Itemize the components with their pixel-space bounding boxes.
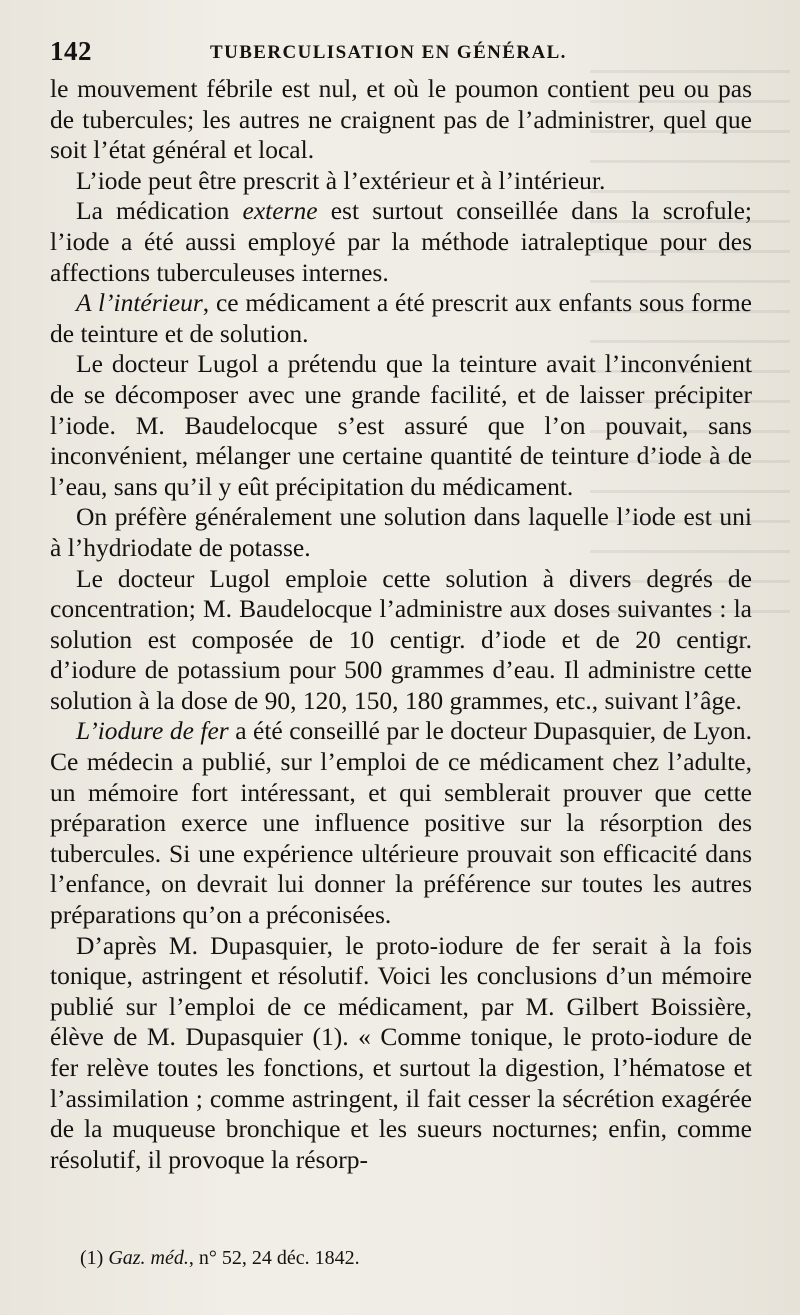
running-head: TUBERCULISATION EN GÉNÉRAL.	[210, 42, 567, 63]
paragraph-3	[50, 196, 752, 288]
paragraph-2: L’iode peut être prescrit à l’extérieur et à l’intérieur.	[76, 165, 606, 195]
footnote-source: Gaz. méd.	[108, 1247, 189, 1269]
p8-text-end: a été conseillé par le docteur Dupasquier, de Lyon. Ce médecin a publié, sur l’emploi de ce médicament chez l’adulte, un mémoire fort intéressant, et qui semblerait prouver que cette préparation exerce une influence positive sur la résorption des tubercules. Si une expérience ultérieure prouvait son efficacité dans l’enfance, on devrait lui donner la préférence sur toutes les autres préparations qu’on a préconisées.	[50, 716, 752, 930]
paragraph-9: D’après M. Dupasquier, le proto-iodure de fer serait à la fois tonique, astringent et résolutif. Voici les conclusions d’un mémoire publié sur l’emploi de ce médicament, par M. Gilbert Boissière, élève de M. Dupasquier (1). « Comme tonique, le proto-iodure de fer relève toutes les fonctions, et surtout la digestion, l’hématose et l’assimilation ; comme astringent, il fait cesser la sécrétion exagérée de la muqueuse bronchique et les sueurs nocturnes; enfin, comme résolutif, il provoque la résorp-	[50, 930, 752, 1174]
p3-text-start: La médication	[76, 196, 243, 226]
paragraph-6: On préfère généralement une solution dans laquelle l’iode est uni à l’hydriodate de potasse.	[50, 502, 752, 562]
page-number: 142	[50, 36, 92, 66]
footnote-marker: (1)	[80, 1247, 104, 1269]
paragraph-4	[50, 288, 752, 349]
paragraph-8	[50, 716, 752, 930]
footnote-rule	[50, 1237, 120, 1238]
p4-text-end: , ce médicament a été prescrit aux enfants sous forme de teinture et de solution.	[50, 288, 753, 348]
page-header	[50, 36, 750, 70]
p8-emphasis: L’iodure de fer	[76, 716, 229, 746]
p3-emphasis: externe	[242, 196, 318, 226]
footnote-citation: , n° 52, 24 déc. 1842.	[188, 1247, 360, 1269]
paragraph-1: le mouvement fébrile est nul, et où le poumon contient peu ou pas de tubercules; les autres ne craignent pas de l’administrer, quel que soit l’état général et local.	[50, 74, 752, 165]
footnote	[80, 1245, 360, 1271]
paragraph-5: Le docteur Lugol a prétendu que la teinture avait l’inconvénient de se décomposer avec une grande facilité, et de laisser précipiter l’iode. M. Baudelocque s’est assuré que l’on pouvait, sans inconvénient, mélanger une certaine quantité de teinture d’iode à de l’eau, sans qu’il y eût précipitation du médicament.	[50, 349, 752, 501]
p3-text-end: est surtout conseillée dans la scrofule; l’iode a été aussi employé par la méthode iatraleptique pour des affections tuberculeuses internes.	[50, 196, 752, 287]
paragraph-7: Le docteur Lugol emploie cette solution à divers degrés de concentration; M. Baudelocque l’administre aux doses suivantes : la solution est composée de 10 centigr. d’iode et de 20 centigr. d’iodure de potassium pour 500 grammes d’eau. Il administre cette solution à la dose de 90, 120, 150, 180 grammes, etc., suivant l’âge.	[50, 563, 752, 715]
p4-emphasis: A l’intérieur	[76, 288, 203, 318]
body-text	[50, 74, 752, 1175]
